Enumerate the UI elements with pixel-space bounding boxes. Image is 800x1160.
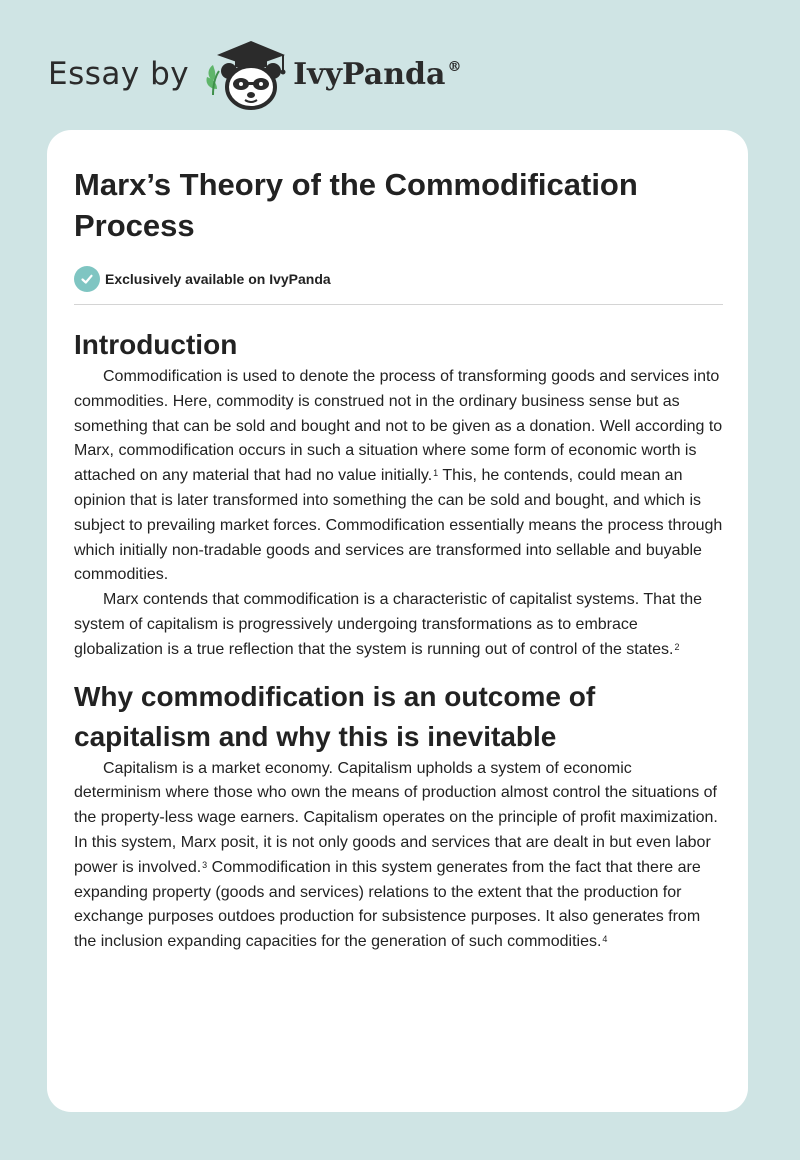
paragraph: Commodification is used to denote the process of transforming goods and services into commodities. Here, commodity is construed not in the ordinary business sense but as something that can be sold and bought and not to be given as a donation. Well according to Marx, commodification occurs in such a situation where some form of economic worth is attached on any material that had no value initially.$^1$ This, he contends, could mean an opinion that is later transformed into something the can be sold and bought, and which is subject to prevailing market forces. Commodification essentially means the process through which initially non-tradable goods and services are transformed into sellable and buyable commodities. [74,368,723,584]
check-circle-icon [74,266,100,292]
ivypanda-logo[interactable] [203,37,461,111]
essay-card [47,130,748,1112]
essay-by-label: Essay by [48,56,190,92]
paragraph: Marx contends that commodification is a characteristic of capitalist systems. That the system of capitalism is progressively undergoing transformations as to embrace globalization is a true reflection that the system is running out of control of the states.$^2$ [74,591,703,658]
site-header [48,34,461,114]
essay-title: Marx’s Theory of the Commodification Process [74,167,638,243]
panda-graduate-logo-icon [203,37,289,111]
footnote-ref[interactable]: 3 [202,859,208,870]
section-heading-introduction: Introduction [74,329,238,360]
registered-mark: ® [447,58,462,75]
paragraph: Capitalism is a market economy. Capitalism upholds a system of economic determinism where those who own the means of production almost control the situations of the property-less wage earners. Capitalism operates on the principle of profit maximization. In this system, Marx posit, it is not only goods and services that are dealt in but even labor power is involved.$^3$ Commodification in this system generates from the fact that there are expanding property (goods and services) relations to the extent that the production for exchange purposes outdoes production for subsistence purposes. It also generates from the inclusion expanding capacities for the generation of such commodities.$^4$ [74,759,718,951]
exclusive-badge [74,266,723,292]
divider [74,304,723,305]
section-heading-why-commodification: Why commodification is an outcome of capitalism and why this is inevitable [74,680,596,752]
footnote-ref[interactable]: 4 [602,934,608,945]
footnote-ref[interactable]: 1 [433,468,439,479]
exclusive-label: Exclusively available on IvyPanda [105,271,331,287]
brand-name: IvyPanda ® [293,56,462,92]
footnote-ref[interactable]: 2 [674,641,680,652]
